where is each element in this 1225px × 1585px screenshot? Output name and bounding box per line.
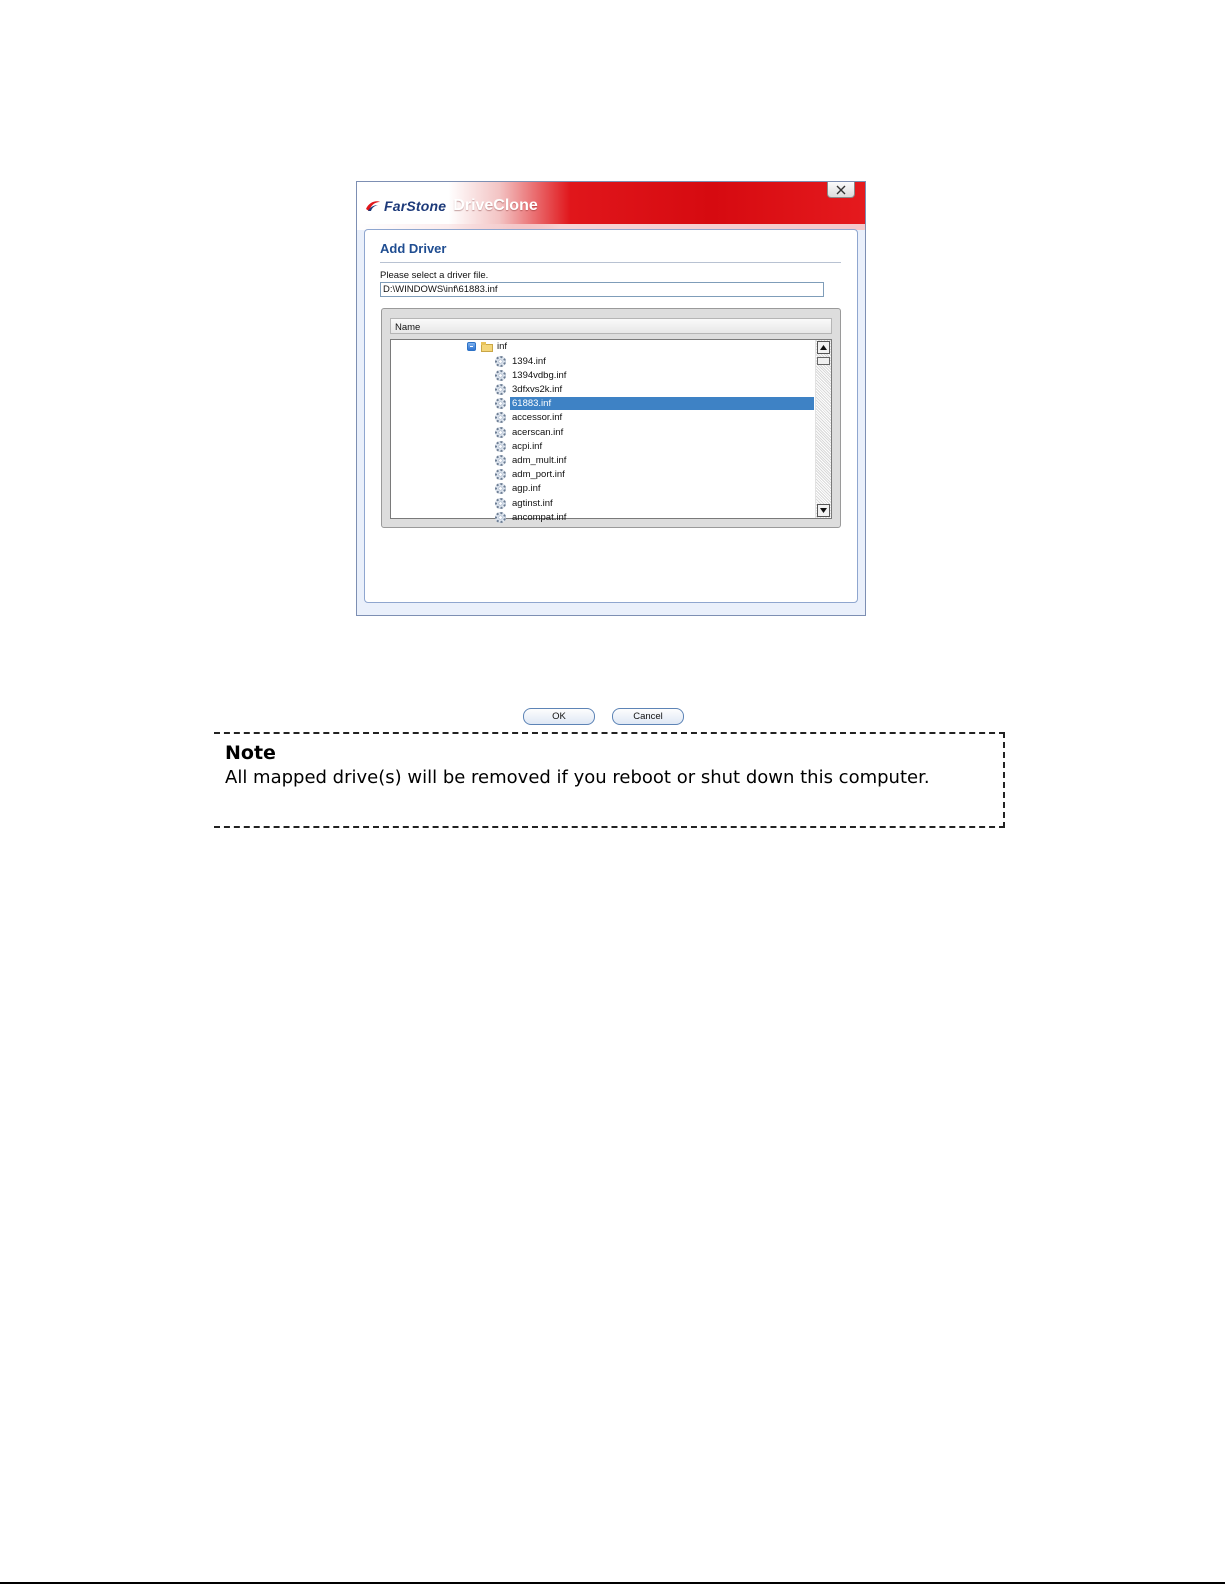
scroll-up-button[interactable]: [817, 341, 830, 354]
product-name: DriveClone: [453, 197, 538, 214]
folder-label: inf: [497, 341, 508, 352]
tree-folder-inf[interactable]: [467, 340, 507, 353]
inf-file-icon: [495, 512, 506, 523]
file-name: acerscan.inf: [512, 426, 564, 438]
title-bar: [357, 182, 865, 230]
file-item[interactable]: [495, 439, 544, 453]
dialog-panel: [364, 229, 858, 603]
file-tree[interactable]: [390, 339, 832, 523]
inf-file-icon: [495, 455, 506, 466]
note-title: Note: [225, 742, 276, 764]
file-name: agp.inf: [512, 483, 541, 495]
inf-file-icon: [495, 498, 506, 509]
file-name: 3dfxvs2k.inf: [512, 383, 563, 395]
file-name: 61883.inf: [510, 397, 814, 410]
title-divider: [380, 262, 841, 263]
collapse-icon[interactable]: [467, 342, 476, 351]
close-button[interactable]: [827, 182, 855, 198]
file-item[interactable]: [495, 411, 564, 425]
column-header-name[interactable]: Name: [390, 318, 832, 334]
inf-file-icon: [495, 441, 506, 452]
file-item[interactable]: [495, 425, 565, 439]
select-driver-prompt: Please select a driver file.: [380, 270, 489, 281]
inf-file-icon: [495, 356, 506, 367]
file-name: 1394vdbg.inf: [512, 369, 567, 381]
file-item[interactable]: [495, 368, 568, 382]
cancel-button[interactable]: Cancel: [612, 708, 684, 725]
file-item[interactable]: [495, 482, 543, 496]
scroll-down-button[interactable]: [817, 504, 830, 517]
arrow-up-icon: [820, 345, 827, 350]
inf-file-icon: [495, 469, 506, 480]
file-item[interactable]: [495, 510, 568, 524]
driver-path-input[interactable]: [380, 282, 824, 297]
file-name: ancompat.inf: [512, 511, 567, 523]
arrow-down-icon: [820, 508, 827, 513]
close-icon: [836, 185, 846, 195]
scroll-thumb[interactable]: [817, 357, 830, 365]
vertical-scrollbar[interactable]: [815, 340, 831, 518]
inf-file-icon: [495, 384, 506, 395]
file-item[interactable]: [495, 468, 567, 482]
file-name: adm_mult.inf: [512, 454, 567, 466]
file-item[interactable]: [495, 496, 555, 510]
file-name: 1394.inf: [512, 355, 546, 367]
inf-file-icon: [495, 398, 506, 409]
ok-button[interactable]: OK: [523, 708, 595, 725]
farstone-swoosh-icon: [365, 200, 381, 212]
file-name: adm_port.inf: [512, 469, 565, 481]
note-box: [214, 732, 1005, 828]
file-item[interactable]: [495, 382, 564, 396]
add-driver-dialog: [356, 181, 866, 722]
folder-icon: [481, 342, 493, 352]
inf-file-icon: [495, 427, 506, 438]
dialog-title: Add Driver: [380, 241, 447, 256]
file-name: acpi.inf: [512, 440, 543, 452]
file-name: agtinst.inf: [512, 497, 553, 509]
inf-file-icon: [495, 412, 506, 423]
file-item[interactable]: [495, 354, 548, 368]
page-footer-rule: [0, 1582, 1225, 1584]
file-item[interactable]: [495, 397, 814, 411]
file-item[interactable]: [495, 453, 568, 467]
note-text: All mapped drive(s) will be removed if you reboot or shut down this computer.: [225, 767, 930, 788]
file-browser-frame: [381, 308, 841, 528]
inf-file-icon: [495, 483, 506, 494]
file-name: accessor.inf: [512, 412, 563, 424]
inf-file-icon: [495, 370, 506, 381]
app-logo: [365, 197, 538, 215]
brand-name: FarStone: [384, 198, 447, 214]
